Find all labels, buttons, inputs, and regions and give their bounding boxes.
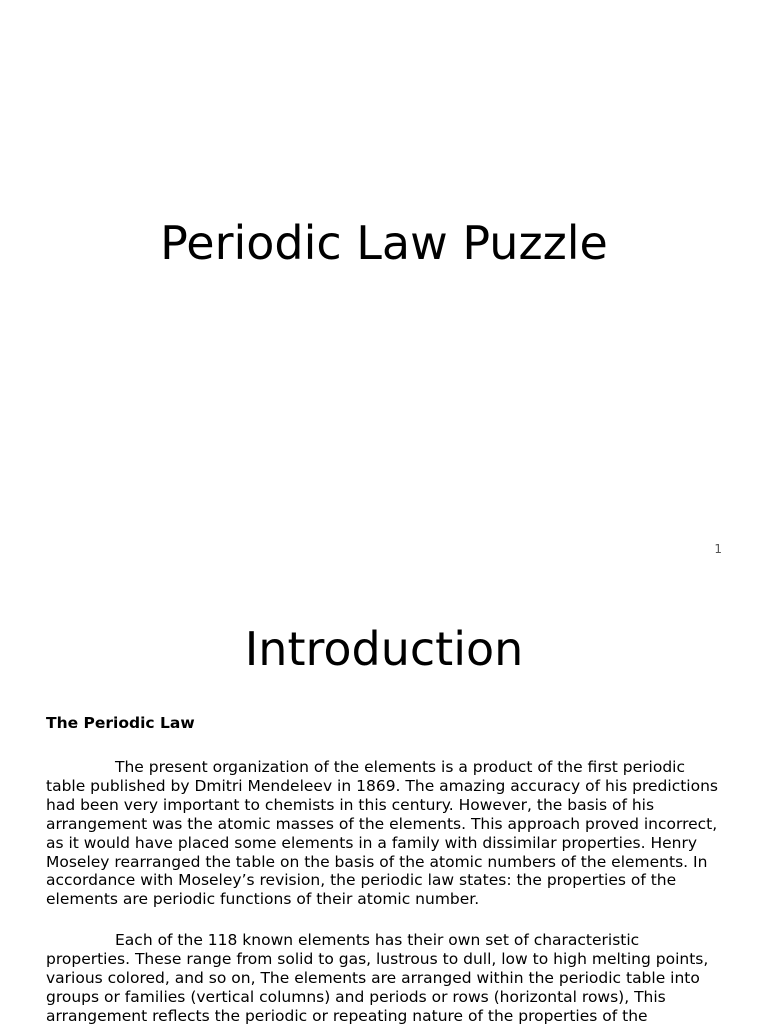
section-title: Introduction xyxy=(244,622,524,676)
body-paragraph: The present organization of the elements is a product of the first periodic table published by Dmitri Mendeleev in 1869. The amazing accuracy of his predictions had been very important to chemists in this century. However, the basis of his arrangement was the atomic masses of the elements. This approach proved incorrect, as it would have placed some elements in a family with dissimilar properties. Henry Moseley rearranged the table on the basis of the atomic numbers of the elements. In accordance with Moseley’s revision, the periodic law states: the properties of the elements are periodic functions of their atomic number. xyxy=(46,758,718,909)
page-title: Periodic Law Puzzle xyxy=(160,216,608,270)
body-paragraph: Each of the 118 known elements has their own set of characteristic properties. These range from solid to gas, lustrous to dull, low to high melting points, various colored, and so on, The elements are arranged within the periodic table into groups or families (vertical columns) and periods or rows (horizontal rows), This arrangement reflects the periodic or repeating nature of the properties of the xyxy=(46,931,709,1025)
page-number: 1 xyxy=(714,542,722,556)
subheading-periodic-law: The Periodic Law xyxy=(46,714,195,732)
